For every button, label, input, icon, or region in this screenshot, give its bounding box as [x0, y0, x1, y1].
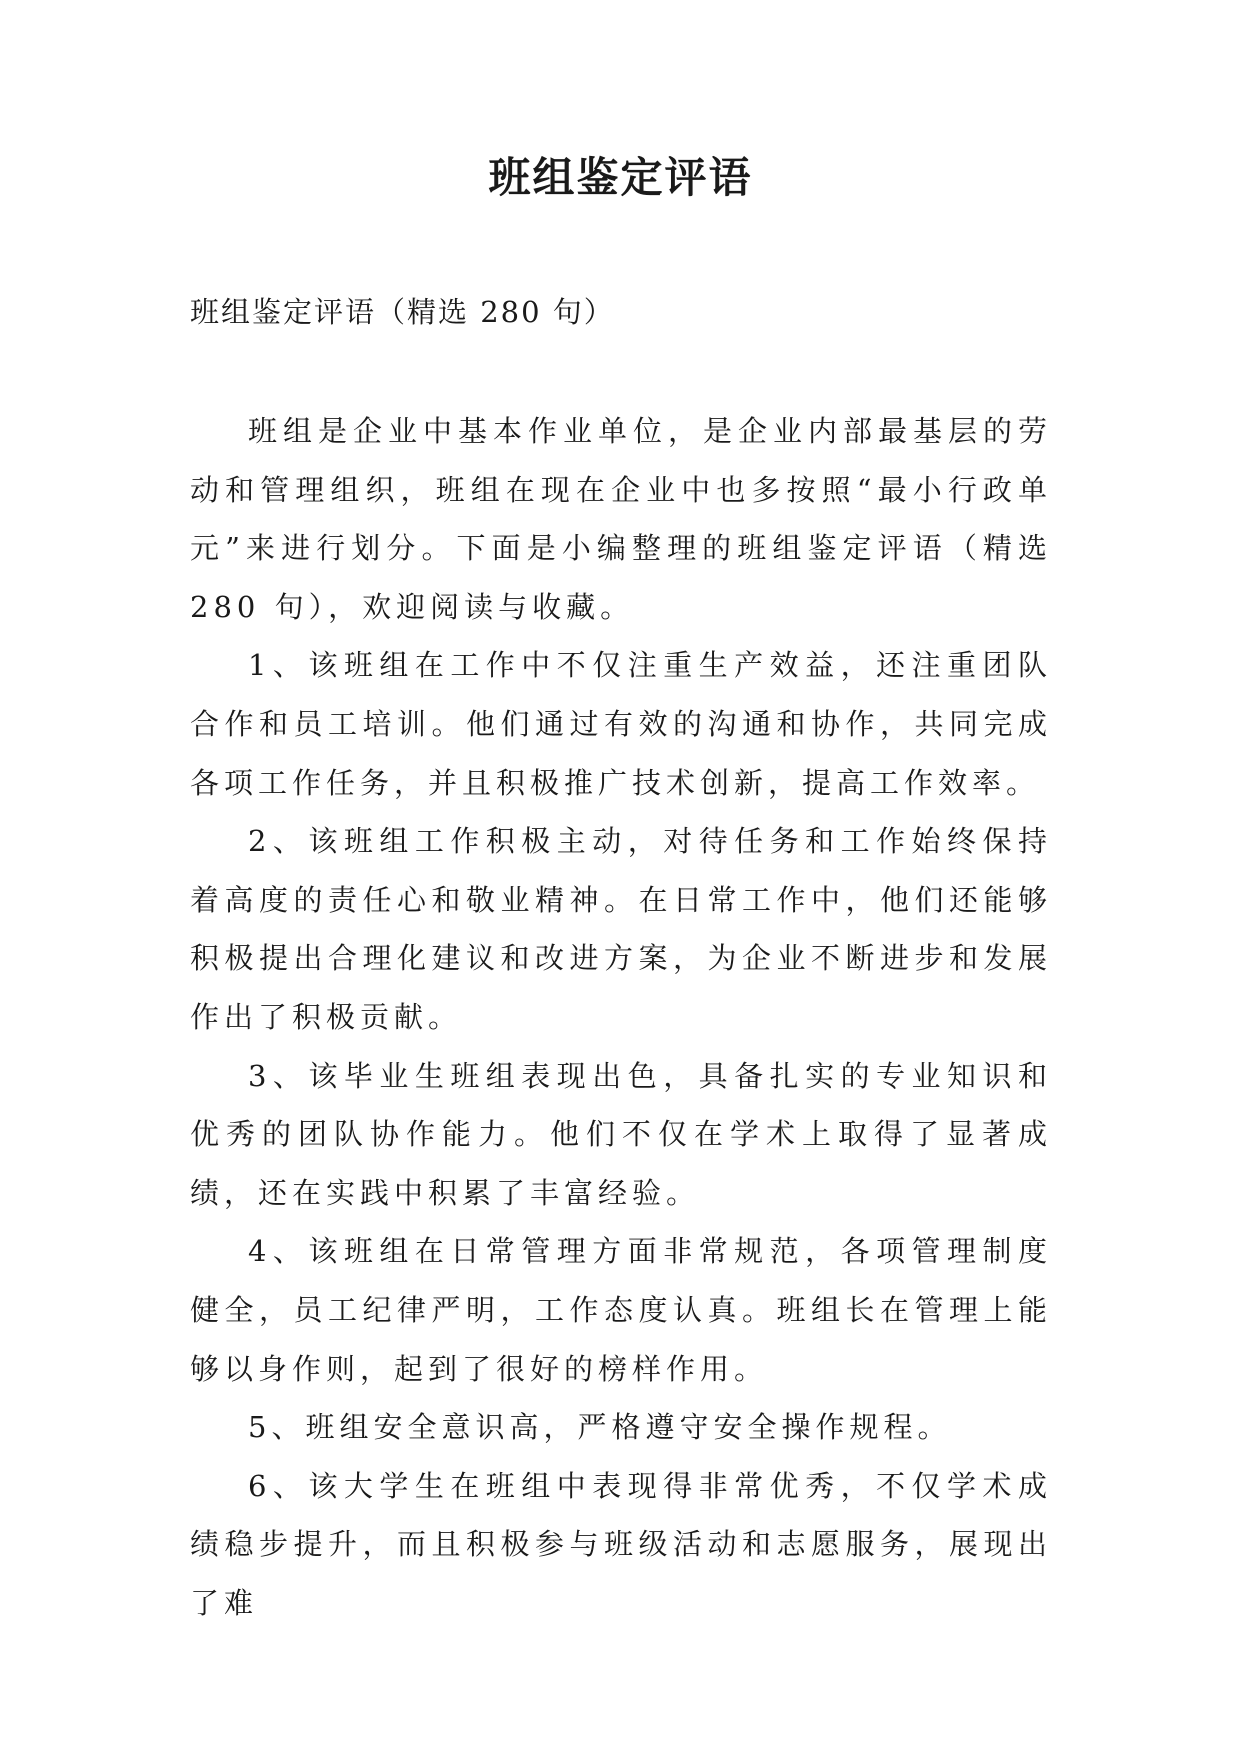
comment-item-3: 3、该毕业生班组表现出色，具备扎实的专业知识和优秀的团队协作能力。他们不仅在学术上取得了显著成绩，还在实践中积累了丰富经验。	[190, 1058, 1052, 1210]
comment-item-1: 1、该班组在工作中不仅注重生产效益，还注重团队合作和员工培训。他们通过有效的沟通和协作，共同完成各项工作任务，并且积极推广技术创新，提高工作效率。	[190, 648, 1052, 800]
comment-item-4: 4、该班组在日常管理方面非常规范，各项管理制度健全，员工纪律严明，工作态度认真。班组长在管理上能够以身作则，起到了很好的榜样作用。	[190, 1234, 1052, 1386]
page-title: 班组鉴定评语	[488, 153, 753, 202]
comment-item-6: 6、该大学生在班组中表现得非常优秀，不仅学术成绩稳步提升，而且积极参与班级活动和志愿服务，展现出了难	[190, 1468, 1052, 1620]
document-body	[190, 402, 1052, 1632]
comment-item-5: 5、班组安全意识高，严格遵守安全操作规程。	[248, 1410, 952, 1445]
document-subtitle: 班组鉴定评语（精选 280 句）	[190, 295, 615, 329]
intro-paragraph: 班组是企业中基本作业单位，是企业内部最基层的劳动和管理组织，班组在现在企业中也多按照“最小行政单元”来进行划分。下面是小编整理的班组鉴定评语（精选 280 句），欢迎阅读与收藏。	[190, 414, 1052, 624]
comment-item-2: 2、该班组工作积极主动，对待任务和工作始终保持着高度的责任心和敬业精神。在日常工作中，他们还能够积极提出合理化建议和改进方案，为企业不断进步和发展作出了积极贡献。	[190, 824, 1052, 1034]
